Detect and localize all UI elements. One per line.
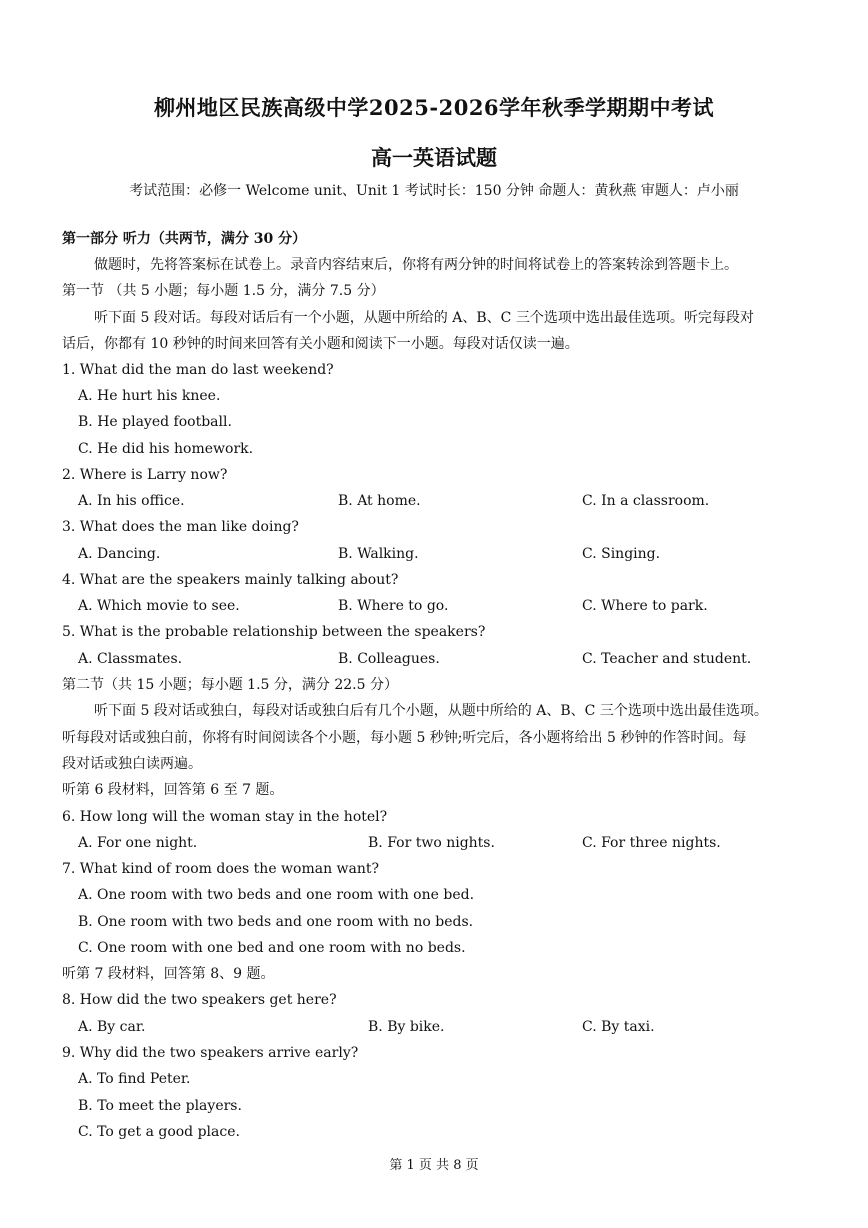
- question-3-option-a: A. Dancing.: [78, 546, 161, 562]
- material-7-note: 听第 7 段材料，回答第 8、9 题。: [62, 966, 275, 982]
- question-8-option-c: C. By taxi.: [582, 1019, 655, 1035]
- question-4-stem: 4. What are the speakers mainly talking about?: [62, 572, 399, 588]
- question-2-stem: 2. Where is Larry now?: [62, 467, 228, 483]
- exam-meta: 考试范围：必修一 Welcome unit、Unit 1 考试时长：150 分钟 命题人：黄秋燕 审题人：卢小丽: [129, 183, 739, 199]
- question-2-option-c: C. In a classroom.: [582, 493, 710, 509]
- part1-heading: 第一部分 听力（共两节，满分 30 分）: [62, 231, 307, 247]
- question-8-option-a: A. By car.: [78, 1019, 146, 1035]
- question-9-option-a: A. To find Peter.: [78, 1071, 191, 1087]
- question-4-option-a: A. Which movie to see.: [78, 598, 240, 614]
- exam-subtitle: 高一英语试题: [371, 145, 497, 170]
- question-3-option-c: C. Singing.: [582, 546, 661, 562]
- exam-title: 柳州地区民族高级中学2025-2026学年秋季学期期中考试: [153, 95, 715, 120]
- question-5-option-c: C. Teacher and student.: [582, 651, 752, 667]
- question-8-stem: 8. How did the two speakers get here?: [62, 992, 337, 1008]
- question-6-stem: 6. How long will the woman stay in the hotel?: [62, 809, 388, 825]
- section1-instruction-line2: 话后，你都有 10 秒钟的时间来回答有关小题和阅读下一小题。每段对话仅读一遍。: [62, 336, 579, 352]
- question-2-option-a: A. In his office.: [78, 493, 185, 509]
- question-6-option-b: B. For two nights.: [368, 835, 495, 851]
- question-6-option-a: A. For one night.: [78, 835, 198, 851]
- question-3-option-b: B. Walking.: [338, 546, 419, 562]
- question-2-option-b: B. At home.: [338, 493, 421, 509]
- question-1-stem: 1. What did the man do last weekend?: [62, 362, 334, 378]
- question-9-stem: 9. Why did the two speakers arrive early?: [62, 1045, 359, 1061]
- question-5-option-b: B. Colleagues.: [338, 651, 440, 667]
- question-9-option-b: B. To meet the players.: [78, 1098, 242, 1114]
- question-4-option-b: B. Where to go.: [338, 598, 449, 614]
- question-9-option-c: C. To get a good place.: [78, 1124, 240, 1140]
- section1-instruction-line1: 听下面 5 段对话。每段对话后有一个小题，从题中所给的 A、B、C 三个选项中选出最佳选项。听完每段对: [94, 310, 754, 326]
- part1-intro: 做题时，先将答案标在试卷上。录音内容结束后，你将有两分钟的时间将试卷上的答案转涂到答题卡上。: [94, 257, 738, 273]
- question-7-option-b: B. One room with two beds and one room with no beds.: [78, 914, 474, 930]
- section2-heading: 第二节（共 15 小题；每小题 1.5 分，满分 22.5 分）: [62, 677, 398, 693]
- question-4-option-c: C. Where to park.: [582, 598, 708, 614]
- material-6-note: 听第 6 段材料，回答第 6 至 7 题。: [62, 782, 284, 798]
- question-7-stem: 7. What kind of room does the woman want?: [62, 861, 380, 877]
- section2-instruction-line2: 听每段对话或独白前，你将有时间阅读各个小题，每小题 5 秒钟;听完后，各小题将给出 5 秒钟的作答时间。每: [62, 730, 747, 746]
- question-3-stem: 3. What does the man like doing?: [62, 519, 299, 535]
- question-8-option-b: B. By bike.: [368, 1019, 445, 1035]
- question-5-option-a: A. Classmates.: [78, 651, 183, 667]
- question-6-option-c: C. For three nights.: [582, 835, 721, 851]
- question-1-option-a: A. He hurt his knee.: [78, 388, 221, 404]
- section1-heading: 第一节 （共 5 小题；每小题 1.5 分，满分 7.5 分）: [62, 283, 385, 299]
- question-7-option-c: C. One room with one bed and one room with no beds.: [78, 940, 466, 956]
- question-5-stem: 5. What is the probable relationship between the speakers?: [62, 624, 486, 640]
- question-1-option-c: C. He did his homework.: [78, 441, 254, 457]
- question-1-option-b: B. He played football.: [78, 414, 232, 430]
- section2-instruction-line3: 段对话或独白读两遍。: [62, 756, 202, 772]
- question-7-option-a: A. One room with two beds and one room with one bed.: [78, 887, 475, 903]
- page-number: 第 1 页 共 8 页: [389, 1158, 479, 1173]
- section2-instruction-line1: 听下面 5 段对话或独白，每段对话或独白后有几个小题，从题中所给的 A、B、C 三个选项中选出最佳选项。: [94, 703, 768, 719]
